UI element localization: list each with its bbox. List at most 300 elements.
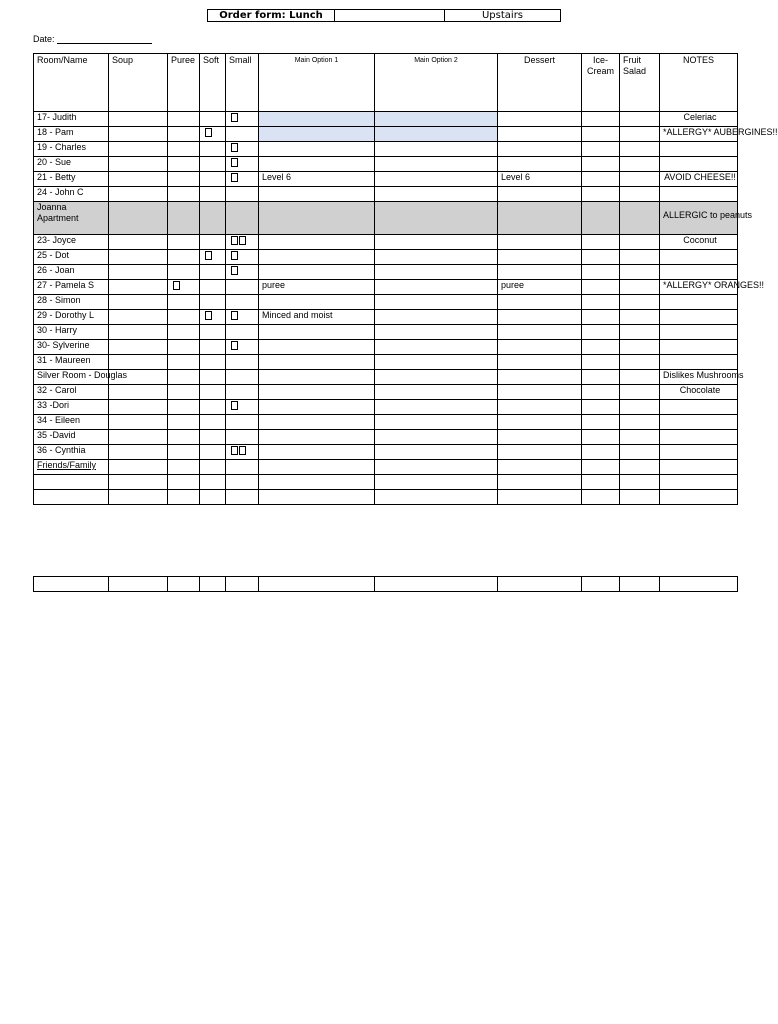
cell-puree[interactable] <box>168 280 200 295</box>
date-field[interactable] <box>33 34 152 44</box>
cell-soup[interactable] <box>109 460 168 475</box>
summary-cell[interactable] <box>259 577 375 592</box>
cell-main-option-1[interactable] <box>259 265 375 280</box>
cell-fruit-salad[interactable] <box>620 460 660 475</box>
cell-main-option-1[interactable]: Minced and moist <box>259 310 375 325</box>
checkbox-icon <box>231 446 238 455</box>
cell-room-name[interactable]: 26 - Joan <box>34 265 109 280</box>
summary-cell[interactable] <box>226 577 259 592</box>
cell-dessert[interactable] <box>498 445 582 460</box>
cell-soup[interactable] <box>109 127 168 142</box>
cell-notes[interactable]: Dislikes Mushrooms <box>660 370 738 385</box>
form-title-blank-cell[interactable] <box>335 10 445 22</box>
cell-soft[interactable] <box>200 235 226 250</box>
cell-main-option-1[interactable] <box>259 112 375 127</box>
checkbox-icon <box>231 266 238 275</box>
table-row <box>34 460 738 475</box>
cell-dessert[interactable] <box>498 142 582 157</box>
cell-soup[interactable] <box>109 187 168 202</box>
cell-ice-cream[interactable] <box>582 202 620 235</box>
cell-main-option-1[interactable] <box>259 370 375 385</box>
cell-small[interactable] <box>226 235 259 250</box>
cell-puree[interactable] <box>168 265 200 280</box>
cell-ice-cream[interactable] <box>582 250 620 265</box>
cell-small[interactable] <box>226 490 259 505</box>
cell-dessert[interactable] <box>498 235 582 250</box>
cell-fruit-salad[interactable] <box>620 415 660 430</box>
cell-notes[interactable] <box>660 250 738 265</box>
cell-puree[interactable] <box>168 295 200 310</box>
cell-main-option-1[interactable] <box>259 415 375 430</box>
cell-fruit-salad[interactable] <box>620 385 660 400</box>
cell-fruit-salad[interactable] <box>620 157 660 172</box>
cell-puree[interactable] <box>168 370 200 385</box>
cell-ice-cream[interactable] <box>582 295 620 310</box>
cell-room-name[interactable]: 28 - Simon <box>34 295 109 310</box>
cell-main-option-1[interactable] <box>259 295 375 310</box>
cell-soup[interactable] <box>109 340 168 355</box>
cell-soup[interactable] <box>109 475 168 490</box>
cell-fruit-salad[interactable] <box>620 187 660 202</box>
cell-main-option-1[interactable] <box>259 355 375 370</box>
cell-soup[interactable] <box>109 142 168 157</box>
cell-soft[interactable] <box>200 127 226 142</box>
cell-puree[interactable] <box>168 142 200 157</box>
cell-main-option-1[interactable] <box>259 445 375 460</box>
summary-cell[interactable] <box>660 577 738 592</box>
cell-dessert[interactable] <box>498 355 582 370</box>
cell-small[interactable] <box>226 250 259 265</box>
cell-ice-cream[interactable] <box>582 142 620 157</box>
cell-soft[interactable] <box>200 265 226 280</box>
cell-main-option-1[interactable] <box>259 250 375 265</box>
cell-fruit-salad[interactable] <box>620 172 660 187</box>
cell-main-option-1[interactable] <box>259 385 375 400</box>
table-row <box>34 187 738 202</box>
cell-soup[interactable] <box>109 400 168 415</box>
date-blank[interactable] <box>57 34 152 44</box>
cell-room-name[interactable]: 24 - John C <box>34 187 109 202</box>
cell-soup[interactable] <box>109 172 168 187</box>
cell-room-name[interactable]: 33 -Dori <box>34 400 109 415</box>
cell-main-option-1[interactable] <box>259 142 375 157</box>
cell-small[interactable] <box>226 142 259 157</box>
cell-main-option-2[interactable] <box>375 142 498 157</box>
cell-main-option-1[interactable] <box>259 127 375 142</box>
cell-small[interactable] <box>226 325 259 340</box>
cell-main-option-2[interactable] <box>375 265 498 280</box>
cell-small[interactable] <box>226 295 259 310</box>
cell-main-option-2[interactable] <box>375 280 498 295</box>
cell-main-option-2[interactable] <box>375 235 498 250</box>
cell-notes[interactable] <box>660 142 738 157</box>
cell-room-name[interactable]: 32 - Carol <box>34 385 109 400</box>
cell-soft[interactable] <box>200 355 226 370</box>
cell-puree[interactable] <box>168 187 200 202</box>
cell-main-option-2[interactable] <box>375 370 498 385</box>
cell-dessert[interactable] <box>498 475 582 490</box>
cell-main-option-1[interactable] <box>259 460 375 475</box>
cell-dessert[interactable] <box>498 112 582 127</box>
cell-notes[interactable] <box>660 490 738 505</box>
cell-main-option-1[interactable] <box>259 400 375 415</box>
cell-main-option-1[interactable]: Level 6 <box>259 172 375 187</box>
cell-ice-cream[interactable] <box>582 460 620 475</box>
cell-small[interactable] <box>226 265 259 280</box>
cell-soft[interactable] <box>200 310 226 325</box>
cell-small[interactable] <box>226 445 259 460</box>
cell-main-option-1[interactable] <box>259 340 375 355</box>
table-row <box>34 400 738 415</box>
cell-ice-cream[interactable] <box>582 187 620 202</box>
cell-fruit-salad[interactable] <box>620 325 660 340</box>
cell-main-option-2[interactable] <box>375 112 498 127</box>
cell-small[interactable] <box>226 355 259 370</box>
cell-fruit-salad[interactable] <box>620 475 660 490</box>
cell-notes[interactable] <box>660 430 738 445</box>
cell-main-option-1[interactable] <box>259 187 375 202</box>
cell-ice-cream[interactable] <box>582 310 620 325</box>
cell-soft[interactable] <box>200 370 226 385</box>
cell-notes[interactable] <box>660 340 738 355</box>
cell-fruit-salad[interactable] <box>620 280 660 295</box>
cell-fruit-salad[interactable] <box>620 265 660 280</box>
cell-puree[interactable] <box>168 112 200 127</box>
cell-puree[interactable] <box>168 340 200 355</box>
cell-dessert[interactable] <box>498 460 582 475</box>
cell-room-name[interactable]: 23- Joyce <box>34 235 109 250</box>
cell-main-option-1[interactable] <box>259 157 375 172</box>
cell-soup[interactable] <box>109 310 168 325</box>
summary-cell[interactable] <box>620 577 660 592</box>
cell-dessert[interactable] <box>498 325 582 340</box>
cell-small[interactable] <box>226 430 259 445</box>
cell-ice-cream[interactable] <box>582 112 620 127</box>
cell-notes[interactable] <box>660 355 738 370</box>
summary-cell[interactable] <box>498 577 582 592</box>
cell-ice-cream[interactable] <box>582 235 620 250</box>
checkbox-icon <box>231 311 238 320</box>
cell-fruit-salad[interactable] <box>620 340 660 355</box>
cell-soup[interactable] <box>109 490 168 505</box>
cell-ice-cream[interactable] <box>582 127 620 142</box>
col-puree: Puree <box>168 54 200 112</box>
cell-soft[interactable] <box>200 202 226 235</box>
cell-room-name[interactable]: Silver Room - Douglas <box>34 370 109 385</box>
cell-notes[interactable] <box>660 400 738 415</box>
cell-fruit-salad[interactable] <box>620 250 660 265</box>
cell-ice-cream[interactable] <box>582 385 620 400</box>
cell-ice-cream[interactable] <box>582 280 620 295</box>
cell-main-option-1[interactable]: puree <box>259 280 375 295</box>
cell-soft[interactable] <box>200 250 226 265</box>
cell-puree[interactable] <box>168 400 200 415</box>
cell-small[interactable] <box>226 385 259 400</box>
cell-soft[interactable] <box>200 157 226 172</box>
checkbox-icon <box>173 281 180 290</box>
cell-dessert[interactable] <box>498 157 582 172</box>
cell-ice-cream[interactable] <box>582 475 620 490</box>
cell-fruit-salad[interactable] <box>620 445 660 460</box>
cell-main-option-2[interactable] <box>375 385 498 400</box>
cell-soup[interactable] <box>109 385 168 400</box>
cell-puree[interactable] <box>168 490 200 505</box>
cell-soup[interactable] <box>109 202 168 235</box>
cell-dessert[interactable] <box>498 202 582 235</box>
cell-notes[interactable]: *ALLERGY* ORANGES!! <box>660 280 738 295</box>
cell-ice-cream[interactable] <box>582 172 620 187</box>
cell-notes[interactable] <box>660 310 738 325</box>
cell-dessert[interactable] <box>498 310 582 325</box>
summary-cell[interactable] <box>109 577 168 592</box>
cell-ice-cream[interactable] <box>582 370 620 385</box>
cell-small[interactable] <box>226 112 259 127</box>
cell-fruit-salad[interactable] <box>620 310 660 325</box>
cell-notes[interactable] <box>660 445 738 460</box>
cell-main-option-2[interactable] <box>375 295 498 310</box>
cell-small[interactable] <box>226 460 259 475</box>
cell-notes[interactable]: ALLERGIC to peanuts <box>660 202 738 235</box>
cell-room-name[interactable]: 29 - Dorothy L <box>34 310 109 325</box>
cell-dessert[interactable] <box>498 295 582 310</box>
cell-room-name[interactable]: Joanna Apartment <box>34 202 109 235</box>
col-soup: Soup <box>109 54 168 112</box>
cell-small[interactable] <box>226 280 259 295</box>
cell-main-option-1[interactable] <box>259 490 375 505</box>
cell-small[interactable] <box>226 127 259 142</box>
cell-room-name[interactable]: 31 - Maureen <box>34 355 109 370</box>
cell-small[interactable] <box>226 187 259 202</box>
cell-small[interactable] <box>226 370 259 385</box>
summary-cell[interactable] <box>375 577 498 592</box>
cell-small[interactable] <box>226 310 259 325</box>
cell-soup[interactable] <box>109 445 168 460</box>
cell-ice-cream[interactable] <box>582 445 620 460</box>
cell-room-name[interactable] <box>34 475 109 490</box>
checkbox-icon <box>231 143 238 152</box>
cell-soup[interactable] <box>109 235 168 250</box>
cell-dessert[interactable] <box>498 250 582 265</box>
table-row <box>34 310 738 325</box>
cell-soup[interactable] <box>109 112 168 127</box>
cell-notes[interactable]: Coconut <box>660 235 738 250</box>
cell-main-option-2[interactable] <box>375 325 498 340</box>
cell-puree[interactable] <box>168 460 200 475</box>
cell-main-option-2[interactable] <box>375 310 498 325</box>
cell-puree[interactable] <box>168 355 200 370</box>
cell-puree[interactable] <box>168 172 200 187</box>
cell-main-option-2[interactable] <box>375 460 498 475</box>
cell-puree[interactable] <box>168 385 200 400</box>
cell-notes[interactable] <box>660 475 738 490</box>
cell-main-option-1[interactable] <box>259 475 375 490</box>
cell-puree[interactable] <box>168 250 200 265</box>
cell-small[interactable] <box>226 415 259 430</box>
cell-fruit-salad[interactable] <box>620 490 660 505</box>
cell-main-option-2[interactable] <box>375 355 498 370</box>
cell-soup[interactable] <box>109 325 168 340</box>
cell-notes[interactable] <box>660 187 738 202</box>
cell-soft[interactable] <box>200 295 226 310</box>
cell-fruit-salad[interactable] <box>620 355 660 370</box>
cell-room-name[interactable]: 36 - Cynthia <box>34 445 109 460</box>
cell-soft[interactable] <box>200 340 226 355</box>
cell-dessert[interactable] <box>498 265 582 280</box>
cell-notes[interactable] <box>660 415 738 430</box>
cell-notes[interactable]: Celeriac <box>660 112 738 127</box>
cell-fruit-salad[interactable] <box>620 400 660 415</box>
cell-small[interactable] <box>226 340 259 355</box>
cell-puree[interactable] <box>168 415 200 430</box>
cell-soft[interactable] <box>200 142 226 157</box>
col-fruit-salad: Fruit Salad <box>620 54 660 112</box>
cell-dessert[interactable] <box>498 430 582 445</box>
cell-dessert[interactable] <box>498 127 582 142</box>
cell-small[interactable] <box>226 202 259 235</box>
cell-small[interactable] <box>226 475 259 490</box>
cell-fruit-salad[interactable] <box>620 370 660 385</box>
cell-notes[interactable] <box>660 265 738 280</box>
cell-dessert[interactable] <box>498 370 582 385</box>
cell-dessert[interactable] <box>498 400 582 415</box>
cell-soup[interactable] <box>109 355 168 370</box>
cell-soup[interactable] <box>109 250 168 265</box>
cell-puree[interactable] <box>168 127 200 142</box>
cell-soft[interactable] <box>200 325 226 340</box>
cell-main-option-1[interactable] <box>259 202 375 235</box>
cell-ice-cream[interactable] <box>582 355 620 370</box>
cell-main-option-2[interactable] <box>375 127 498 142</box>
cell-puree[interactable] <box>168 430 200 445</box>
cell-main-option-2[interactable] <box>375 172 498 187</box>
cell-ice-cream[interactable] <box>582 490 620 505</box>
cell-room-name[interactable]: 25 - Dot <box>34 250 109 265</box>
cell-main-option-2[interactable] <box>375 400 498 415</box>
cell-main-option-2[interactable] <box>375 187 498 202</box>
cell-soft[interactable] <box>200 490 226 505</box>
cell-fruit-salad[interactable] <box>620 127 660 142</box>
cell-soft[interactable] <box>200 172 226 187</box>
cell-soft[interactable] <box>200 280 226 295</box>
cell-dessert[interactable] <box>498 490 582 505</box>
cell-main-option-2[interactable] <box>375 430 498 445</box>
cell-soup[interactable] <box>109 265 168 280</box>
cell-ice-cream[interactable] <box>582 400 620 415</box>
summary-cell[interactable] <box>168 577 200 592</box>
cell-main-option-2[interactable] <box>375 475 498 490</box>
cell-fruit-salad[interactable] <box>620 430 660 445</box>
cell-puree[interactable] <box>168 325 200 340</box>
cell-dessert[interactable]: puree <box>498 280 582 295</box>
summary-cell[interactable] <box>582 577 620 592</box>
cell-soft[interactable] <box>200 385 226 400</box>
cell-room-name[interactable]: Friends/Family <box>34 460 109 475</box>
cell-small[interactable] <box>226 157 259 172</box>
cell-puree[interactable] <box>168 310 200 325</box>
cell-ice-cream[interactable] <box>582 325 620 340</box>
cell-room-name[interactable]: 30 - Harry <box>34 325 109 340</box>
cell-room-name[interactable]: 17- Judith <box>34 112 109 127</box>
cell-ice-cream[interactable] <box>582 340 620 355</box>
cell-puree[interactable] <box>168 235 200 250</box>
cell-soft[interactable] <box>200 460 226 475</box>
cell-soup[interactable] <box>109 430 168 445</box>
cell-room-name[interactable]: 19 - Charles <box>34 142 109 157</box>
cell-soft[interactable] <box>200 430 226 445</box>
cell-puree[interactable] <box>168 202 200 235</box>
cell-soft[interactable] <box>200 475 226 490</box>
cell-main-option-2[interactable] <box>375 157 498 172</box>
cell-soup[interactable] <box>109 280 168 295</box>
cell-soup[interactable] <box>109 415 168 430</box>
cell-soft[interactable] <box>200 112 226 127</box>
cell-puree[interactable] <box>168 445 200 460</box>
cell-main-option-1[interactable] <box>259 235 375 250</box>
cell-puree[interactable] <box>168 157 200 172</box>
cell-ice-cream[interactable] <box>582 415 620 430</box>
cell-notes[interactable]: AVOID CHEESE!! <box>660 172 738 187</box>
cell-fruit-salad[interactable] <box>620 202 660 235</box>
cell-main-option-1[interactable] <box>259 430 375 445</box>
cell-notes[interactable] <box>660 157 738 172</box>
cell-dessert[interactable] <box>498 340 582 355</box>
cell-room-name[interactable]: 30- Sylverine <box>34 340 109 355</box>
cell-main-option-2[interactable] <box>375 250 498 265</box>
cell-notes[interactable] <box>660 325 738 340</box>
summary-cell[interactable] <box>34 577 109 592</box>
cell-fruit-salad[interactable] <box>620 112 660 127</box>
cell-notes[interactable] <box>660 460 738 475</box>
cell-ice-cream[interactable] <box>582 265 620 280</box>
cell-small[interactable] <box>226 400 259 415</box>
cell-room-name[interactable]: 27 - Pamela S <box>34 280 109 295</box>
cell-soft[interactable] <box>200 445 226 460</box>
cell-room-name[interactable]: 21 - Betty <box>34 172 109 187</box>
cell-ice-cream[interactable] <box>582 157 620 172</box>
cell-main-option-2[interactable] <box>375 445 498 460</box>
cell-notes[interactable]: Chocolate <box>660 385 738 400</box>
cell-room-name[interactable]: 34 - Eileen <box>34 415 109 430</box>
summary-cell[interactable] <box>200 577 226 592</box>
cell-main-option-1[interactable] <box>259 325 375 340</box>
cell-dessert[interactable] <box>498 187 582 202</box>
cell-main-option-2[interactable] <box>375 415 498 430</box>
cell-soup[interactable] <box>109 295 168 310</box>
cell-dessert[interactable] <box>498 415 582 430</box>
cell-notes[interactable] <box>660 295 738 310</box>
cell-fruit-salad[interactable] <box>620 235 660 250</box>
cell-room-name[interactable]: 18 - Pam <box>34 127 109 142</box>
cell-dessert[interactable] <box>498 385 582 400</box>
cell-main-option-2[interactable] <box>375 490 498 505</box>
cell-fruit-salad[interactable] <box>620 295 660 310</box>
cell-main-option-2[interactable] <box>375 202 498 235</box>
cell-soup[interactable] <box>109 157 168 172</box>
cell-soft[interactable] <box>200 187 226 202</box>
cell-room-name[interactable] <box>34 490 109 505</box>
cell-puree[interactable] <box>168 475 200 490</box>
cell-room-name[interactable]: 35 -David <box>34 430 109 445</box>
cell-notes[interactable]: *ALLERGY* AUBERGINES!! <box>660 127 738 142</box>
cell-dessert[interactable]: Level 6 <box>498 172 582 187</box>
cell-soft[interactable] <box>200 415 226 430</box>
cell-ice-cream[interactable] <box>582 430 620 445</box>
cell-main-option-2[interactable] <box>375 340 498 355</box>
cell-small[interactable] <box>226 172 259 187</box>
cell-fruit-salad[interactable] <box>620 142 660 157</box>
cell-room-name[interactable]: 20 - Sue <box>34 157 109 172</box>
cell-soft[interactable] <box>200 400 226 415</box>
